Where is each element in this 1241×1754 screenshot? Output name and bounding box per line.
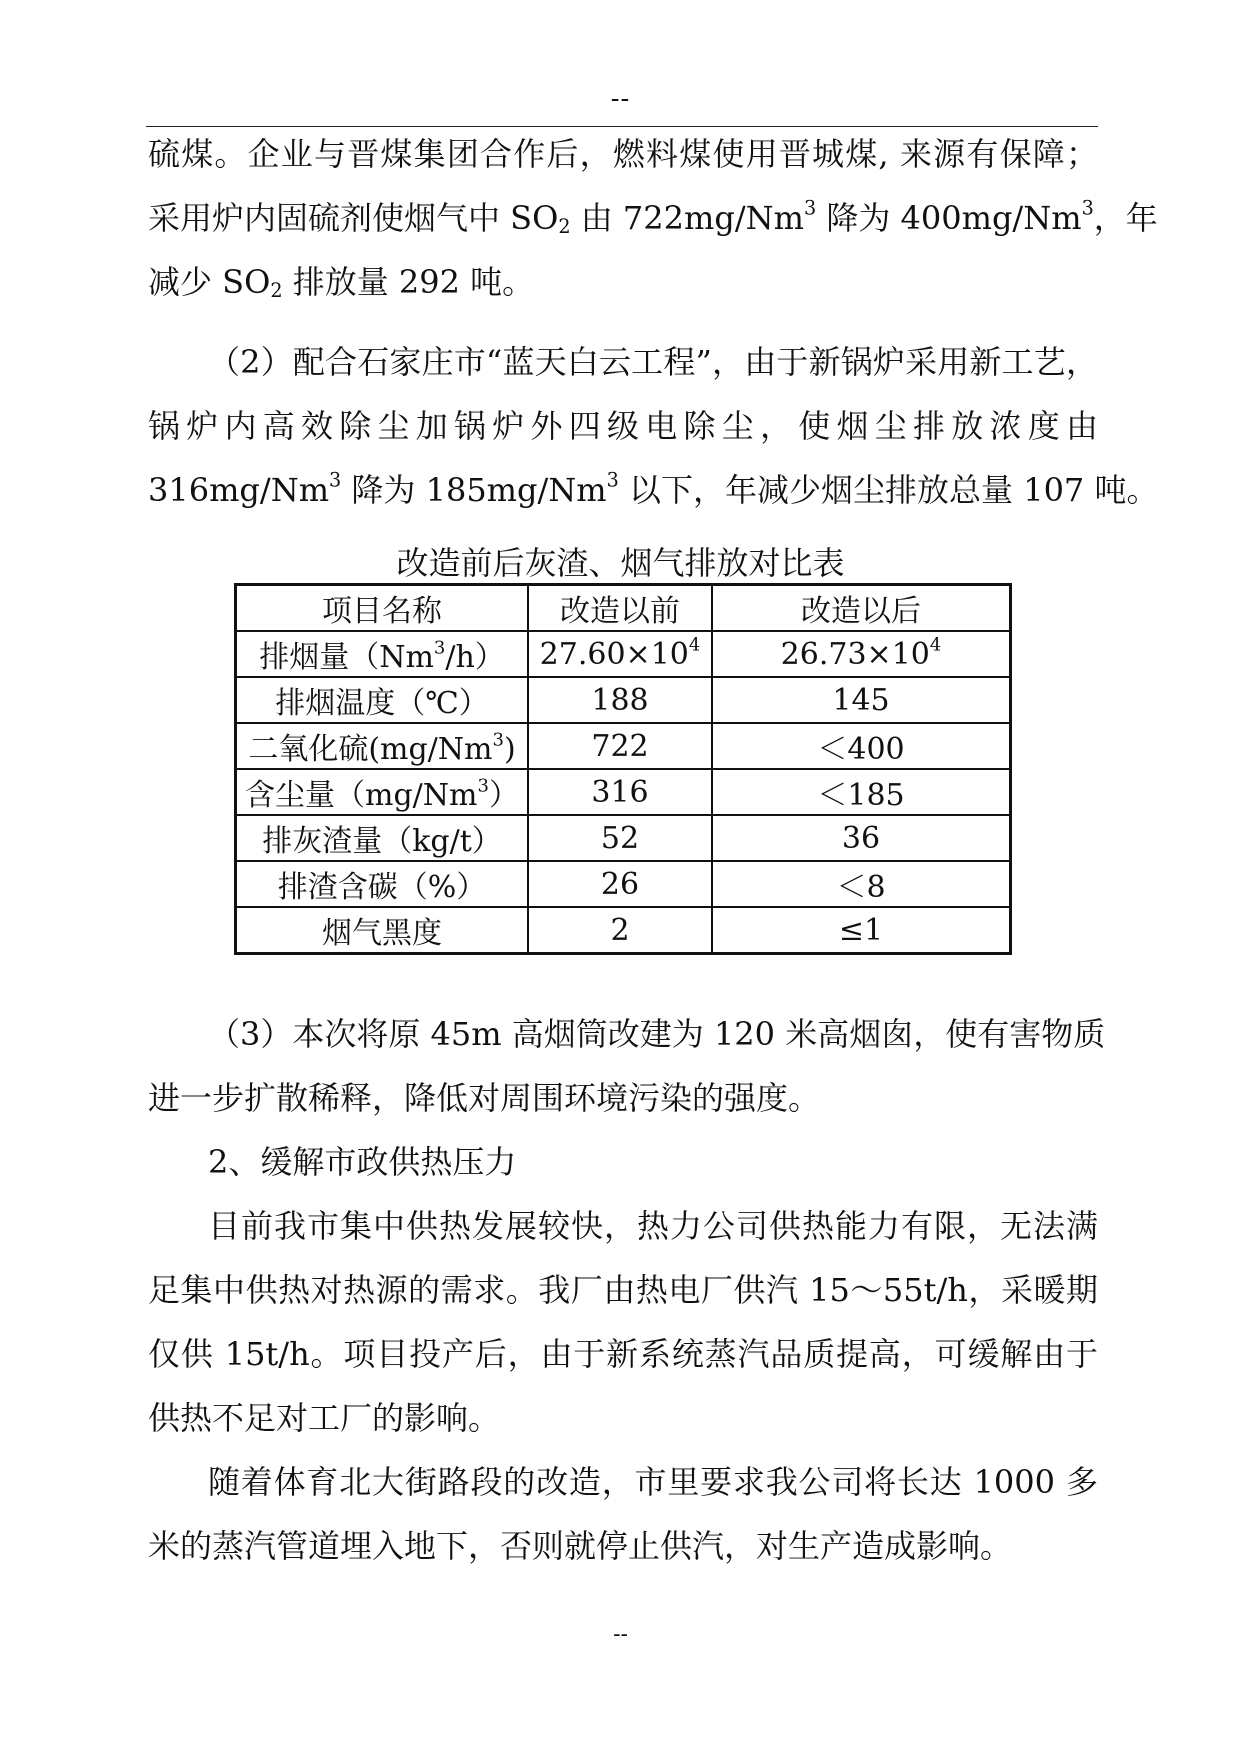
paragraph-line: 米的蒸汽管道埋入地下，否则就停止供汽，对生产造成影响。	[148, 1527, 1013, 1565]
paragraph-line: 随着体育北大街路段的改造，市里要求我公司将长达 1000 多	[208, 1463, 1098, 1501]
table-row	[236, 861, 1011, 907]
cell-item: 排渣含碳（%）	[236, 861, 529, 907]
table-row	[236, 677, 1011, 723]
cell-before: 722	[528, 723, 712, 769]
table-row	[236, 907, 1011, 954]
cell-item: 烟气黑度	[236, 907, 529, 954]
column-header-item: 项目名称	[236, 585, 529, 632]
cell-before: 52	[528, 815, 712, 861]
paragraph-line: 锅炉内高效除尘加锅炉外四级电除尘，使烟尘排放浓度由	[148, 407, 1098, 445]
paragraph-steam-pipeline	[148, 1450, 1098, 1578]
paragraph-line: 减少 $SO_2$ 排放量 292 吨。	[148, 263, 535, 302]
paragraph-dust-reduction	[148, 330, 1159, 522]
paragraph-line: 目前我市集中供热发展较快，热力公司供热能力有限，无法满	[208, 1207, 1098, 1245]
section-heading	[148, 1130, 1098, 1194]
section-heading-text: 2、缓解市政供热压力	[208, 1143, 517, 1181]
paragraph-chimney	[148, 1002, 1106, 1130]
table-header-row	[236, 585, 1011, 632]
cell-after: ＜8	[712, 861, 1011, 907]
cell-after: 36	[712, 815, 1011, 861]
emission-comparison-table	[234, 583, 1012, 955]
cell-after: 145	[712, 677, 1011, 723]
cell-item: 排灰渣量（kg/t）	[236, 815, 529, 861]
table-row	[236, 723, 1011, 769]
paragraph-heating-capacity	[148, 1194, 1098, 1450]
cell-item: 排烟量（Nm$^3$/h）	[236, 631, 529, 677]
column-header-after: 改造以后	[712, 585, 1011, 632]
paragraph-line: 进一步扩散稀释，降低对周围环境污染的强度。	[148, 1079, 821, 1117]
cell-before: 26	[528, 861, 712, 907]
table-row	[236, 815, 1011, 861]
cell-after: $26.73\times 10^4$	[712, 631, 1011, 677]
paragraph-line: （2）配合石家庄市“蓝天白云工程”，由于新锅炉采用新工艺，	[208, 343, 1098, 381]
cell-item: 二氧化硫(mg/Nm$^3$)	[236, 723, 529, 769]
cell-item: 含尘量（mg/Nm$^3$）	[236, 769, 529, 815]
table-row	[236, 631, 1011, 677]
page-header-mark: --	[610, 84, 631, 114]
cell-before: 316	[528, 769, 712, 815]
cell-before: 2	[528, 907, 712, 954]
paragraph-line: （3）本次将原 45m 高烟筒改建为 120 米高烟囱，使有害物质	[208, 1015, 1106, 1053]
paragraph-line: 316mg/Nm$^3$ 降为 185mg/Nm$^3$ 以下，年减少烟尘排放总量 107 吨。	[148, 468, 1159, 509]
table-row	[236, 769, 1011, 815]
paragraph-line: 硫煤。企业与晋煤集团合作后，燃料煤使用晋城煤, 来源有保障；	[148, 135, 1098, 173]
cell-after: ＜185	[712, 769, 1011, 815]
column-header-before: 改造以前	[528, 585, 712, 632]
page-footer-mark: --	[613, 1622, 628, 1647]
paragraph-so2-reduction	[148, 122, 1158, 314]
cell-after: ＜400	[712, 723, 1011, 769]
cell-before: 188	[528, 677, 712, 723]
paragraph-line: 采用炉内固硫剂使烟气中 $SO_2$ 由 722mg/Nm$^3$ 降为 400mg/Nm$^3$，年	[148, 196, 1158, 238]
cell-before: $27.60\times 10^4$	[528, 631, 712, 677]
cell-after: ≤1	[712, 907, 1011, 954]
table-title: 改造前后灰渣、烟气排放对比表	[396, 544, 845, 582]
paragraph-line: 供热不足对工厂的影响。	[148, 1399, 501, 1437]
paragraph-line: 仅供 15t/h。项目投产后，由于新系统蒸汽品质提高，可缓解由于	[148, 1335, 1098, 1373]
paragraph-line: 足集中供热对热源的需求。我厂由热电厂供汽 15～55t/h，采暖期	[148, 1271, 1098, 1309]
cell-item: 排烟温度（℃）	[236, 677, 529, 723]
